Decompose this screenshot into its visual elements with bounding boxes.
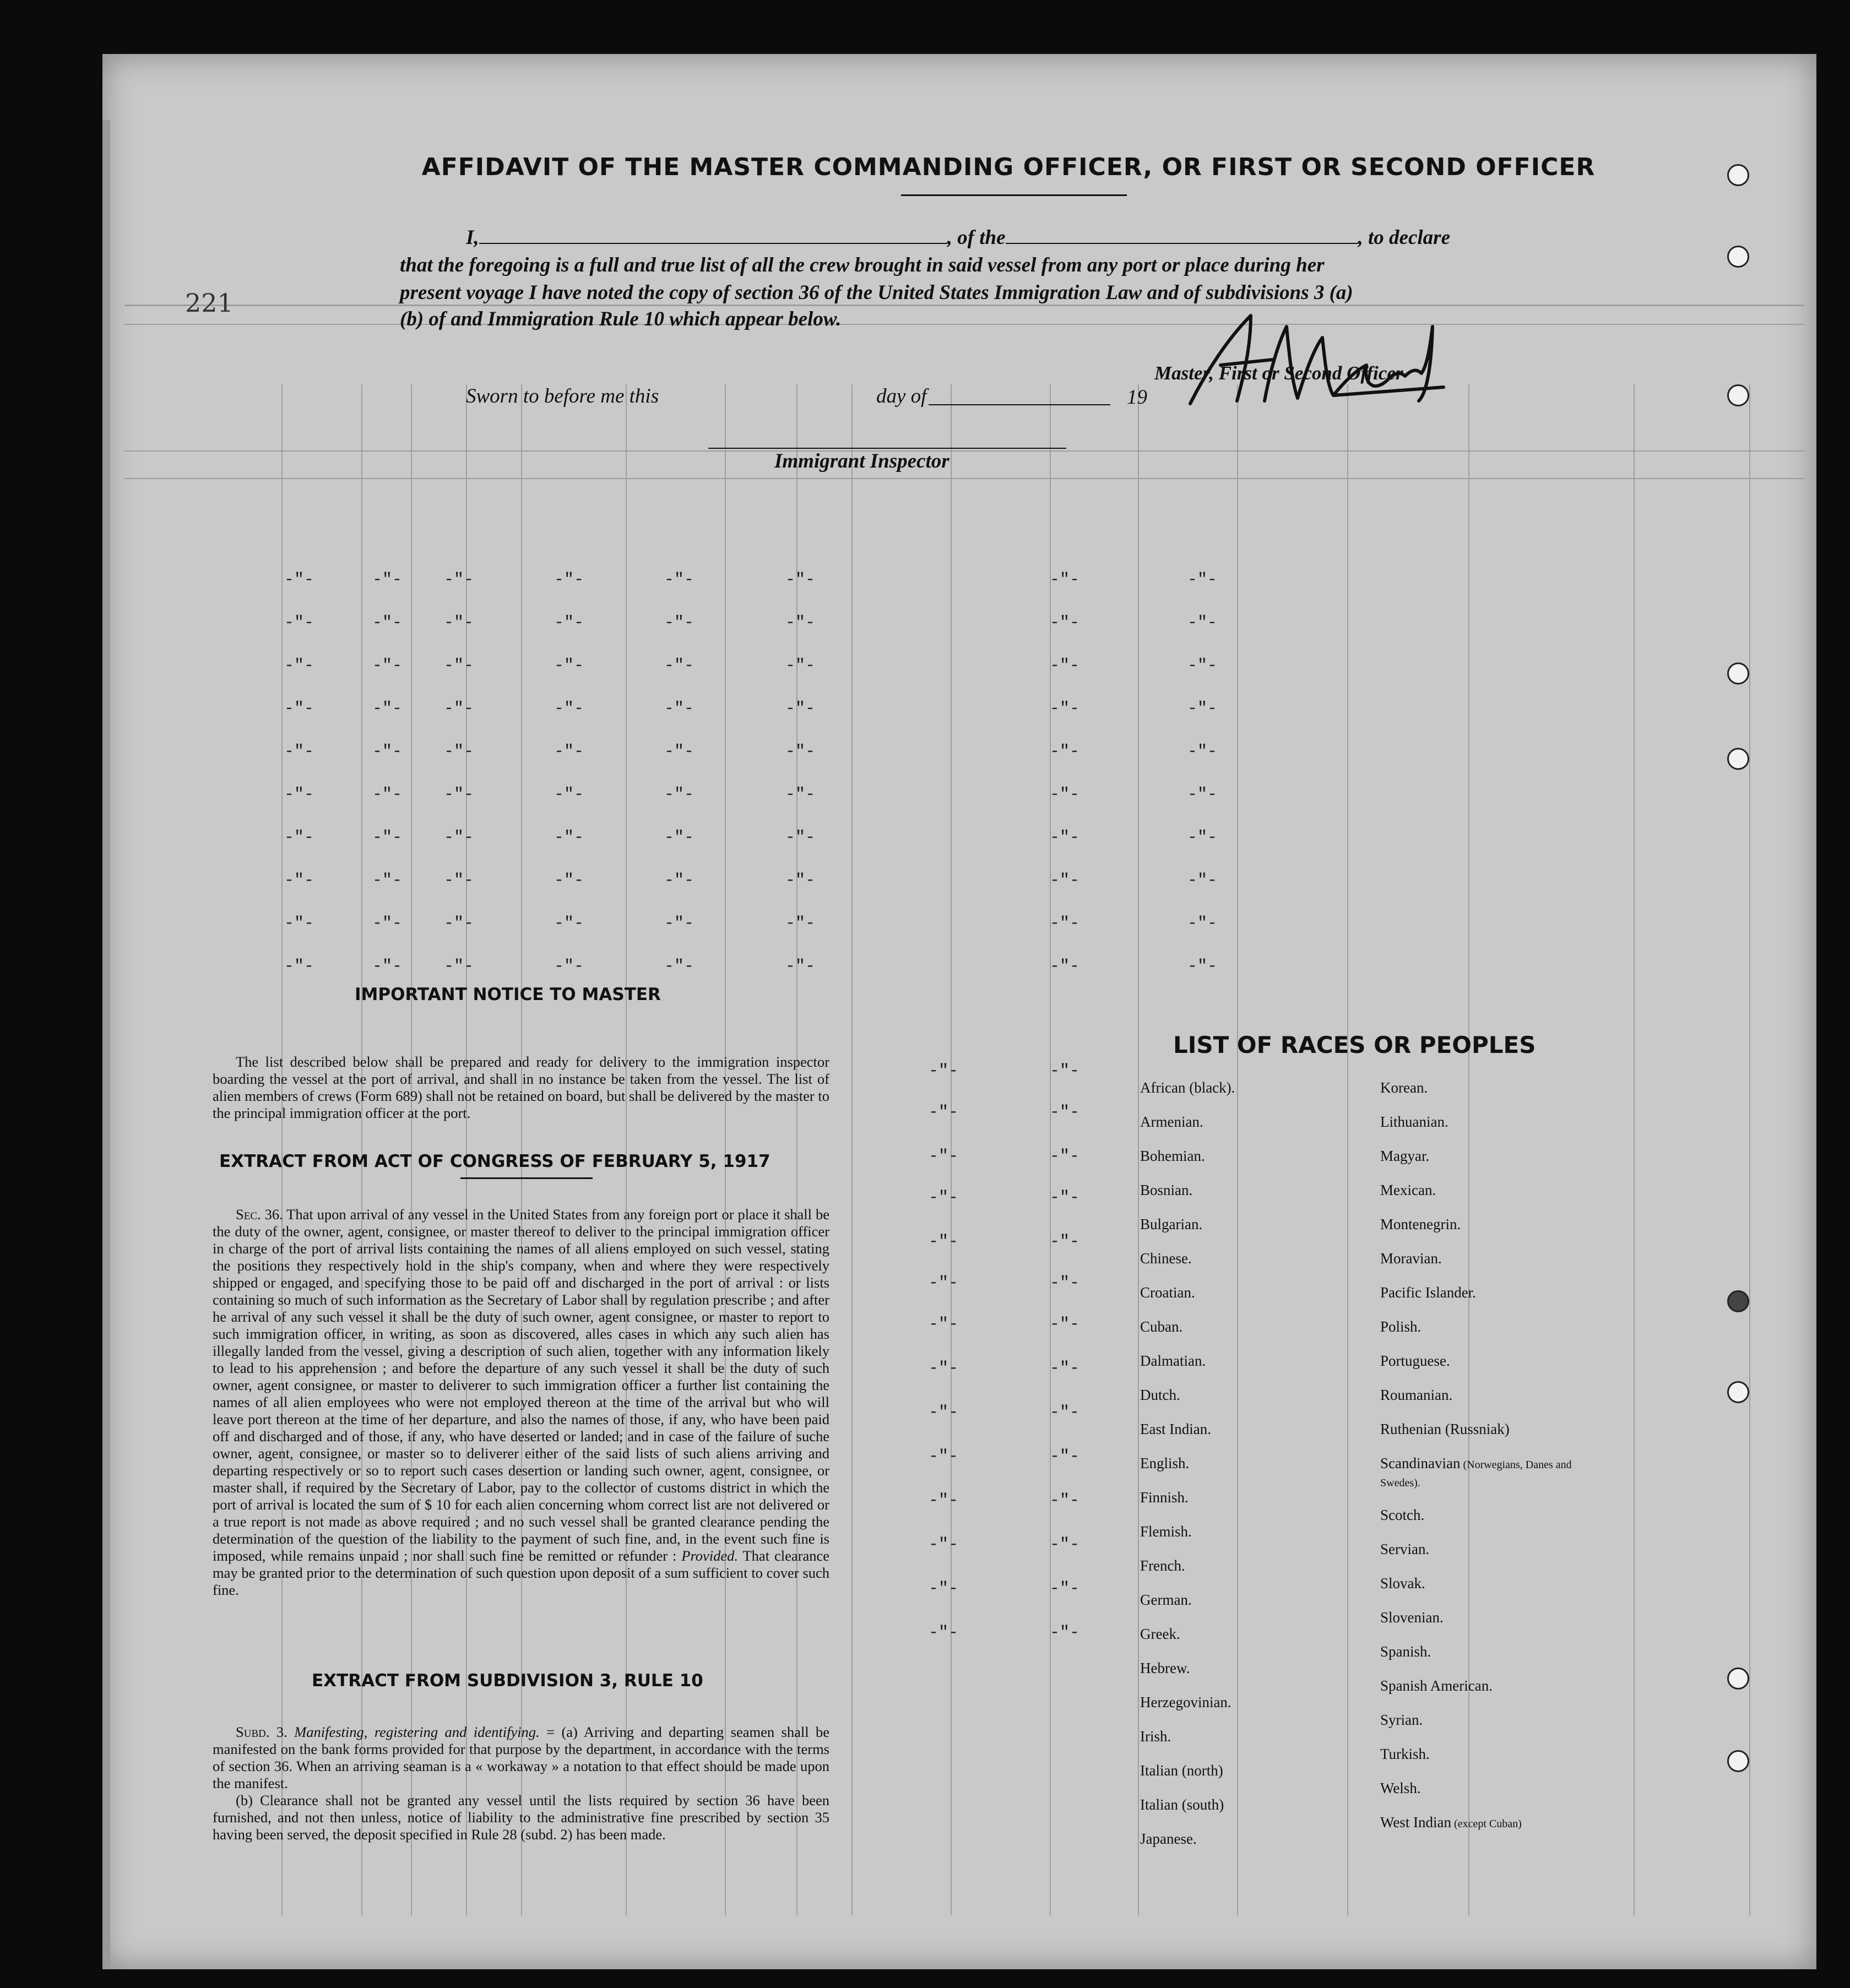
ditto-mark: -"-	[785, 571, 816, 589]
race-item: Scotch.	[1380, 1507, 1425, 1523]
race-item: Armenian.	[1140, 1114, 1203, 1130]
ditto-mark: -"-	[554, 828, 584, 847]
ditto-mark: -"-	[444, 871, 474, 890]
ditto-mark: -"-	[444, 785, 474, 804]
binder-hole	[1727, 384, 1749, 406]
ditto-mark: -"-	[1187, 613, 1218, 632]
race-note: (Norwegians, Danes and Swedes).	[1380, 1459, 1572, 1489]
ditto-mark: -"-	[929, 1062, 959, 1080]
race-item: Polish.	[1380, 1318, 1422, 1335]
race-item: Portuguese.	[1380, 1353, 1450, 1369]
ghost-column	[851, 384, 853, 1915]
race-item: Spanish.	[1380, 1643, 1431, 1660]
subdivision-label: Subd. 3.	[236, 1724, 287, 1740]
ditto-mark: -"-	[664, 613, 695, 632]
ditto-mark: -"-	[554, 742, 584, 761]
race-item: Magyar.	[1380, 1148, 1430, 1164]
ditto-mark: -"-	[1050, 1403, 1080, 1422]
race-item: Dutch.	[1140, 1387, 1180, 1403]
ditto-mark: -"-	[929, 1359, 959, 1378]
ditto-mark: -"-	[929, 1103, 959, 1122]
provided-word: Provided.	[681, 1547, 739, 1564]
race-item: Finnish.	[1140, 1489, 1189, 1506]
notice-text	[213, 1053, 829, 1122]
binder-hole	[1727, 1290, 1749, 1312]
affidavit-line-2: that the foregoing is a full and true list of all the crew brought in said vessel from any port or place during her	[400, 254, 1325, 276]
ditto-mark: -"-	[785, 957, 816, 976]
races-heading: LIST OF RACES OR PEOPLES	[1173, 1031, 1536, 1058]
ditto-mark: -"-	[1050, 1147, 1080, 1166]
binder-hole	[1727, 1381, 1749, 1403]
ditto-mark: -"-	[785, 613, 816, 632]
ditto-mark: -"-	[1050, 871, 1080, 890]
race-item: Bulgarian.	[1140, 1216, 1203, 1232]
ditto-mark: -"-	[1050, 828, 1080, 847]
ditto-mark: -"-	[1050, 1188, 1080, 1207]
ditto-mark: -"-	[444, 656, 474, 675]
ditto-mark: -"-	[372, 699, 403, 718]
ghost-column	[1634, 384, 1635, 1915]
race-item: Japanese.	[1140, 1831, 1197, 1847]
ditto-mark: -"-	[785, 871, 816, 890]
ditto-mark: -"-	[372, 957, 403, 976]
ditto-mark: -"-	[444, 742, 474, 761]
ditto-mark: -"-	[929, 1232, 959, 1251]
inspector-signature-line	[708, 448, 1066, 449]
ditto-mark: -"-	[664, 957, 695, 976]
race-item: Cuban.	[1140, 1318, 1183, 1335]
ditto-mark: -"-	[664, 828, 695, 847]
ditto-mark: -"-	[284, 699, 314, 718]
ditto-mark: -"-	[1050, 785, 1080, 804]
race-item: Montenegrin.	[1380, 1216, 1461, 1232]
notice-paragraph: The list described below shall be prepared and ready for delivery to the immigration inspector boarding the vessel at the port of arrival, and shall in no instance be taken from the vessel. The list of alien members of crews (Form 689) shall not be retained on board, but shall be delivered by the master to the principal immigration officer at the port.	[213, 1053, 829, 1121]
race-item: Bohemian.	[1140, 1148, 1205, 1164]
race-item: Italian (south)	[1140, 1796, 1224, 1813]
race-item: Korean.	[1380, 1079, 1428, 1096]
subdivision-text-b: (b) Clearance shall not be granted any vessel until the lists required by section 36 have been furnished, and not then unless, notice of liability to the administrative fine prescribed by section 35 having been served, the deposit specified in Rule 28 (subd. 2) has been made.	[213, 1792, 829, 1843]
ditto-mark: -"-	[372, 613, 403, 632]
race-item: English.	[1140, 1455, 1190, 1471]
race-item: Ruthenian (Russniak)	[1380, 1421, 1510, 1437]
race-item: Lithuanian.	[1380, 1114, 1448, 1130]
ditto-mark: -"-	[929, 1447, 959, 1466]
ditto-mark: -"-	[1187, 656, 1218, 675]
ditto-mark: -"-	[785, 914, 816, 933]
ditto-mark: -"-	[929, 1403, 959, 1422]
ditto-mark: -"-	[1050, 742, 1080, 761]
sworn-text: Sworn to before me this	[466, 385, 659, 408]
subdivision-text-a: = (a) Arriving and departing seamen shall be manifested on the bank forms provided for that purpose by the department, in accordance with the terms of section 36. When an arriving seaman is a « workaway » a notation to that effect should be made upon the manifest.	[213, 1724, 830, 1791]
binder-hole	[1727, 1750, 1749, 1772]
race-item: Scandinavian (Norwegians, Danes and Swedes).	[1380, 1455, 1572, 1489]
race-item: Bosnian.	[1140, 1182, 1193, 1198]
race-item: French.	[1140, 1557, 1185, 1574]
ditto-mark: -"-	[785, 742, 816, 761]
race-item: Slovak.	[1380, 1575, 1425, 1592]
ditto-mark: -"-	[664, 742, 695, 761]
ditto-mark: -"-	[554, 613, 584, 632]
race-item: Syrian.	[1380, 1712, 1423, 1728]
ghost-rule	[124, 478, 1804, 479]
ditto-mark: -"-	[785, 785, 816, 804]
affidavit-title: AFFIDAVIT OF THE MASTER COMMANDING OFFICER, OR FIRST OR SECOND OFFICER	[421, 153, 1596, 181]
affidavit-i: I,	[466, 226, 479, 249]
act-text	[213, 1206, 829, 1599]
ghost-rule	[124, 324, 1804, 325]
ditto-mark: -"-	[785, 656, 816, 675]
page-edge-strip	[102, 120, 110, 1969]
affidavit-of-the: , of the	[947, 226, 1006, 249]
ditto-mark: -"-	[1187, 785, 1218, 804]
ditto-mark: -"-	[664, 785, 695, 804]
ditto-mark: -"-	[929, 1535, 959, 1554]
race-item: Flemish.	[1140, 1523, 1192, 1540]
race-item: Servian.	[1380, 1541, 1430, 1557]
race-note: (except Cuban)	[1451, 1818, 1522, 1830]
ditto-mark: -"-	[284, 656, 314, 675]
ditto-mark: -"-	[372, 742, 403, 761]
ditto-mark: -"-	[372, 656, 403, 675]
rule-heading: EXTRACT FROM SUBDIVISION 3, RULE 10	[312, 1671, 703, 1691]
ditto-mark: -"-	[1050, 1274, 1080, 1292]
ditto-mark: -"-	[284, 914, 314, 933]
race-item: Croatian.	[1140, 1284, 1195, 1301]
ditto-mark: -"-	[444, 914, 474, 933]
ditto-mark: -"-	[554, 656, 584, 675]
race-item: Slovenian.	[1380, 1609, 1444, 1626]
ditto-mark: -"-	[284, 957, 314, 976]
ditto-mark: -"-	[372, 871, 403, 890]
ditto-mark: -"-	[664, 699, 695, 718]
ditto-mark: -"-	[284, 613, 314, 632]
race-item: Chinese.	[1140, 1250, 1192, 1267]
ditto-mark: -"-	[1187, 742, 1218, 761]
race-item: East Indian.	[1140, 1421, 1211, 1437]
race-item: Turkish.	[1380, 1746, 1430, 1762]
race-item: Welsh.	[1380, 1780, 1421, 1796]
ditto-mark: -"-	[284, 828, 314, 847]
ditto-mark: -"-	[1050, 914, 1080, 933]
ditto-mark: -"-	[664, 871, 695, 890]
ditto-mark: -"-	[554, 871, 584, 890]
race-item: German.	[1140, 1592, 1192, 1608]
year-prefix: 19	[1127, 386, 1147, 409]
document-page	[102, 54, 1816, 1969]
ditto-mark: -"-	[554, 914, 584, 933]
ditto-mark: -"-	[929, 1623, 959, 1642]
binder-hole	[1727, 164, 1749, 186]
ditto-mark: -"-	[284, 871, 314, 890]
ditto-mark: -"-	[372, 828, 403, 847]
race-item: Irish.	[1140, 1728, 1171, 1745]
ditto-mark: -"-	[1187, 871, 1218, 890]
ditto-mark: -"-	[1050, 699, 1080, 718]
binder-hole	[1727, 748, 1749, 770]
ditto-mark: -"-	[664, 656, 695, 675]
ditto-mark: -"-	[1050, 957, 1080, 976]
ditto-mark: -"-	[372, 785, 403, 804]
race-item: Greek.	[1140, 1626, 1180, 1642]
ditto-mark: -"-	[1050, 1535, 1080, 1554]
ditto-mark: -"-	[1050, 1232, 1080, 1251]
binder-hole	[1727, 246, 1749, 268]
title-underline	[901, 194, 1127, 196]
ghost-column	[1347, 384, 1348, 1915]
ditto-mark: -"-	[1050, 1491, 1080, 1510]
ditto-mark: -"-	[664, 571, 695, 589]
race-item: Dalmatian.	[1140, 1353, 1206, 1369]
ghost-column	[281, 384, 283, 1915]
ditto-mark: -"-	[554, 699, 584, 718]
day-blank	[929, 404, 1110, 405]
races-left-column	[1140, 1079, 1235, 1865]
name-blank	[479, 226, 947, 244]
vessel-blank	[1006, 226, 1358, 244]
ditto-mark: -"-	[929, 1579, 959, 1598]
ditto-mark: -"-	[785, 828, 816, 847]
master-signature	[1168, 305, 1455, 415]
ghost-rule	[124, 450, 1804, 452]
race-item: Moravian.	[1380, 1250, 1442, 1267]
ghost-rule	[124, 305, 1804, 306]
ditto-mark: -"-	[372, 914, 403, 933]
ditto-mark: -"-	[1050, 613, 1080, 632]
ditto-mark: -"-	[1050, 1359, 1080, 1378]
races-right-column	[1380, 1079, 1612, 1848]
ditto-mark: -"-	[1187, 828, 1218, 847]
stamp-number: 221	[185, 288, 234, 318]
ditto-mark: -"-	[1050, 1103, 1080, 1122]
race-item: Italian (north)	[1140, 1762, 1223, 1779]
ditto-mark: -"-	[284, 785, 314, 804]
ghost-column	[1749, 384, 1750, 1915]
ditto-mark: -"-	[1050, 571, 1080, 589]
ditto-mark: -"-	[444, 571, 474, 589]
ghost-column	[1138, 384, 1139, 1915]
affidavit-line-4: (b) of and Immigration Rule 10 which appear below.	[400, 308, 842, 330]
race-item: Pacific Islander.	[1380, 1284, 1476, 1301]
section-label: Sec. 36.	[236, 1206, 283, 1223]
ditto-mark: -"-	[929, 1491, 959, 1510]
ditto-mark: -"-	[1187, 571, 1218, 589]
affidavit-line-1	[466, 226, 1450, 249]
ditto-mark: -"-	[929, 1188, 959, 1207]
ditto-mark: -"-	[1187, 914, 1218, 933]
ditto-mark: -"-	[1050, 1623, 1080, 1642]
notice-heading: IMPORTANT NOTICE TO MASTER	[355, 985, 661, 1004]
ditto-mark: -"-	[664, 914, 695, 933]
act-heading-underline	[460, 1177, 593, 1179]
race-item: African (black).	[1140, 1079, 1235, 1096]
race-item: West Indian (except Cuban)	[1380, 1814, 1522, 1831]
ditto-mark: -"-	[929, 1274, 959, 1292]
inspector-caption: Immigrant Inspector	[774, 450, 950, 472]
subdivision-title: Manifesting, registering and identifying.	[294, 1724, 540, 1740]
ditto-mark: -"-	[929, 1147, 959, 1166]
ditto-mark: -"-	[444, 699, 474, 718]
section-36-text: That upon arrival of any vessel in the United States from any foreign port or place it shall be the duty of the owner, agent, consignee, or master thereof to deliver to the principal immigration officer in charge of the port of arrival lists containing the names of all aliens employed on such vessel, stating the positions they respectively hold in the ship's company, when and where they were respectively shipped or engaged, and specifying those to be paid off and discharged in the port of arrival : or lists containing so much of such information as the Secretary of Labor shall by regulation prescribe ; and after he arrival of any such vessel it shall be the duty of such owner, agent consignee, or master to report to such immigration officer, in writing, as soon as discovered, alles cases in which any such alien has illegally landed from the vessel, giving a description of such alien, together with any information likely to lead to his apprehension ; and before the departure of any such vessel it shall be the duty of such owner, agent consignee, or master to deliverer to such immigration officer a further list containing the names of all alien employees who were not employed thereon at the time of the arrival but who will leave port thereon at the time of her departure, and also the names of those, if any, who have been paid off and discharged and of those, if any, who have deserted or landed; and in case of the failure of suche owner, agent, consignee, or master so to deliverer either of the said lists of such aliens arriving and departing respectively or so to report such cases desertion or landing such owner, agent, consignee, or master shall, if required by the Secretary of Labor, pay to the collector of customs district in which the port of arrival is located the sum of $ 10 for each alien concerning whom correct list are not delivered or a true report is not made as above required ; and no such vessel shall be granted clearance pending the determination of the question of the liability to the payment of such fine, and, in the event such fine is imposed, while remains unpaid ; nor shall such fine be remitted or refunder :	[213, 1206, 829, 1564]
ghost-column	[725, 384, 726, 1915]
ditto-mark: -"-	[1187, 957, 1218, 976]
ditto-mark: -"-	[554, 957, 584, 976]
ditto-mark: -"-	[1187, 699, 1218, 718]
ditto-mark: -"-	[1050, 1315, 1080, 1334]
section-36-text-end: That clearance may be granted prior to the determination of such question upon deposit of a sum sufficient to cover such fine.	[213, 1547, 829, 1598]
ditto-mark: -"-	[554, 785, 584, 804]
race-item: Herzegovinian.	[1140, 1694, 1231, 1710]
ditto-mark: -"-	[1050, 1447, 1080, 1466]
ditto-mark: -"-	[444, 957, 474, 976]
ditto-mark: -"-	[1050, 1062, 1080, 1080]
signature-caption: Master, First or Second Officer	[1154, 362, 1403, 384]
ditto-mark: -"-	[554, 571, 584, 589]
race-item: Mexican.	[1380, 1182, 1436, 1198]
ditto-mark: -"-	[929, 1315, 959, 1334]
binder-hole	[1727, 1667, 1749, 1690]
ditto-mark: -"-	[372, 571, 403, 589]
ditto-mark: -"-	[284, 742, 314, 761]
act-heading: EXTRACT FROM ACT OF CONGRESS OF FEBRUARY 5, 1917	[219, 1151, 771, 1171]
ghost-column	[1237, 384, 1238, 1915]
ditto-mark: -"-	[444, 828, 474, 847]
ditto-mark: -"-	[1050, 1579, 1080, 1598]
day-of-text: day of	[876, 385, 927, 408]
binder-hole	[1727, 662, 1749, 685]
ditto-mark: -"-	[284, 571, 314, 589]
rule-text	[213, 1724, 829, 1843]
ditto-mark: -"-	[785, 699, 816, 718]
race-item: Spanish American.	[1380, 1677, 1493, 1694]
affidavit-to-declare: , to declare	[1358, 226, 1450, 249]
ditto-mark: -"-	[1050, 656, 1080, 675]
ditto-mark: -"-	[444, 613, 474, 632]
affidavit-line-3: present voyage I have noted the copy of section 36 of the United States Immigration Law and of subdivisions 3 (a)	[400, 281, 1353, 304]
race-item: Roumanian.	[1380, 1387, 1453, 1403]
race-item: Hebrew.	[1140, 1660, 1190, 1676]
